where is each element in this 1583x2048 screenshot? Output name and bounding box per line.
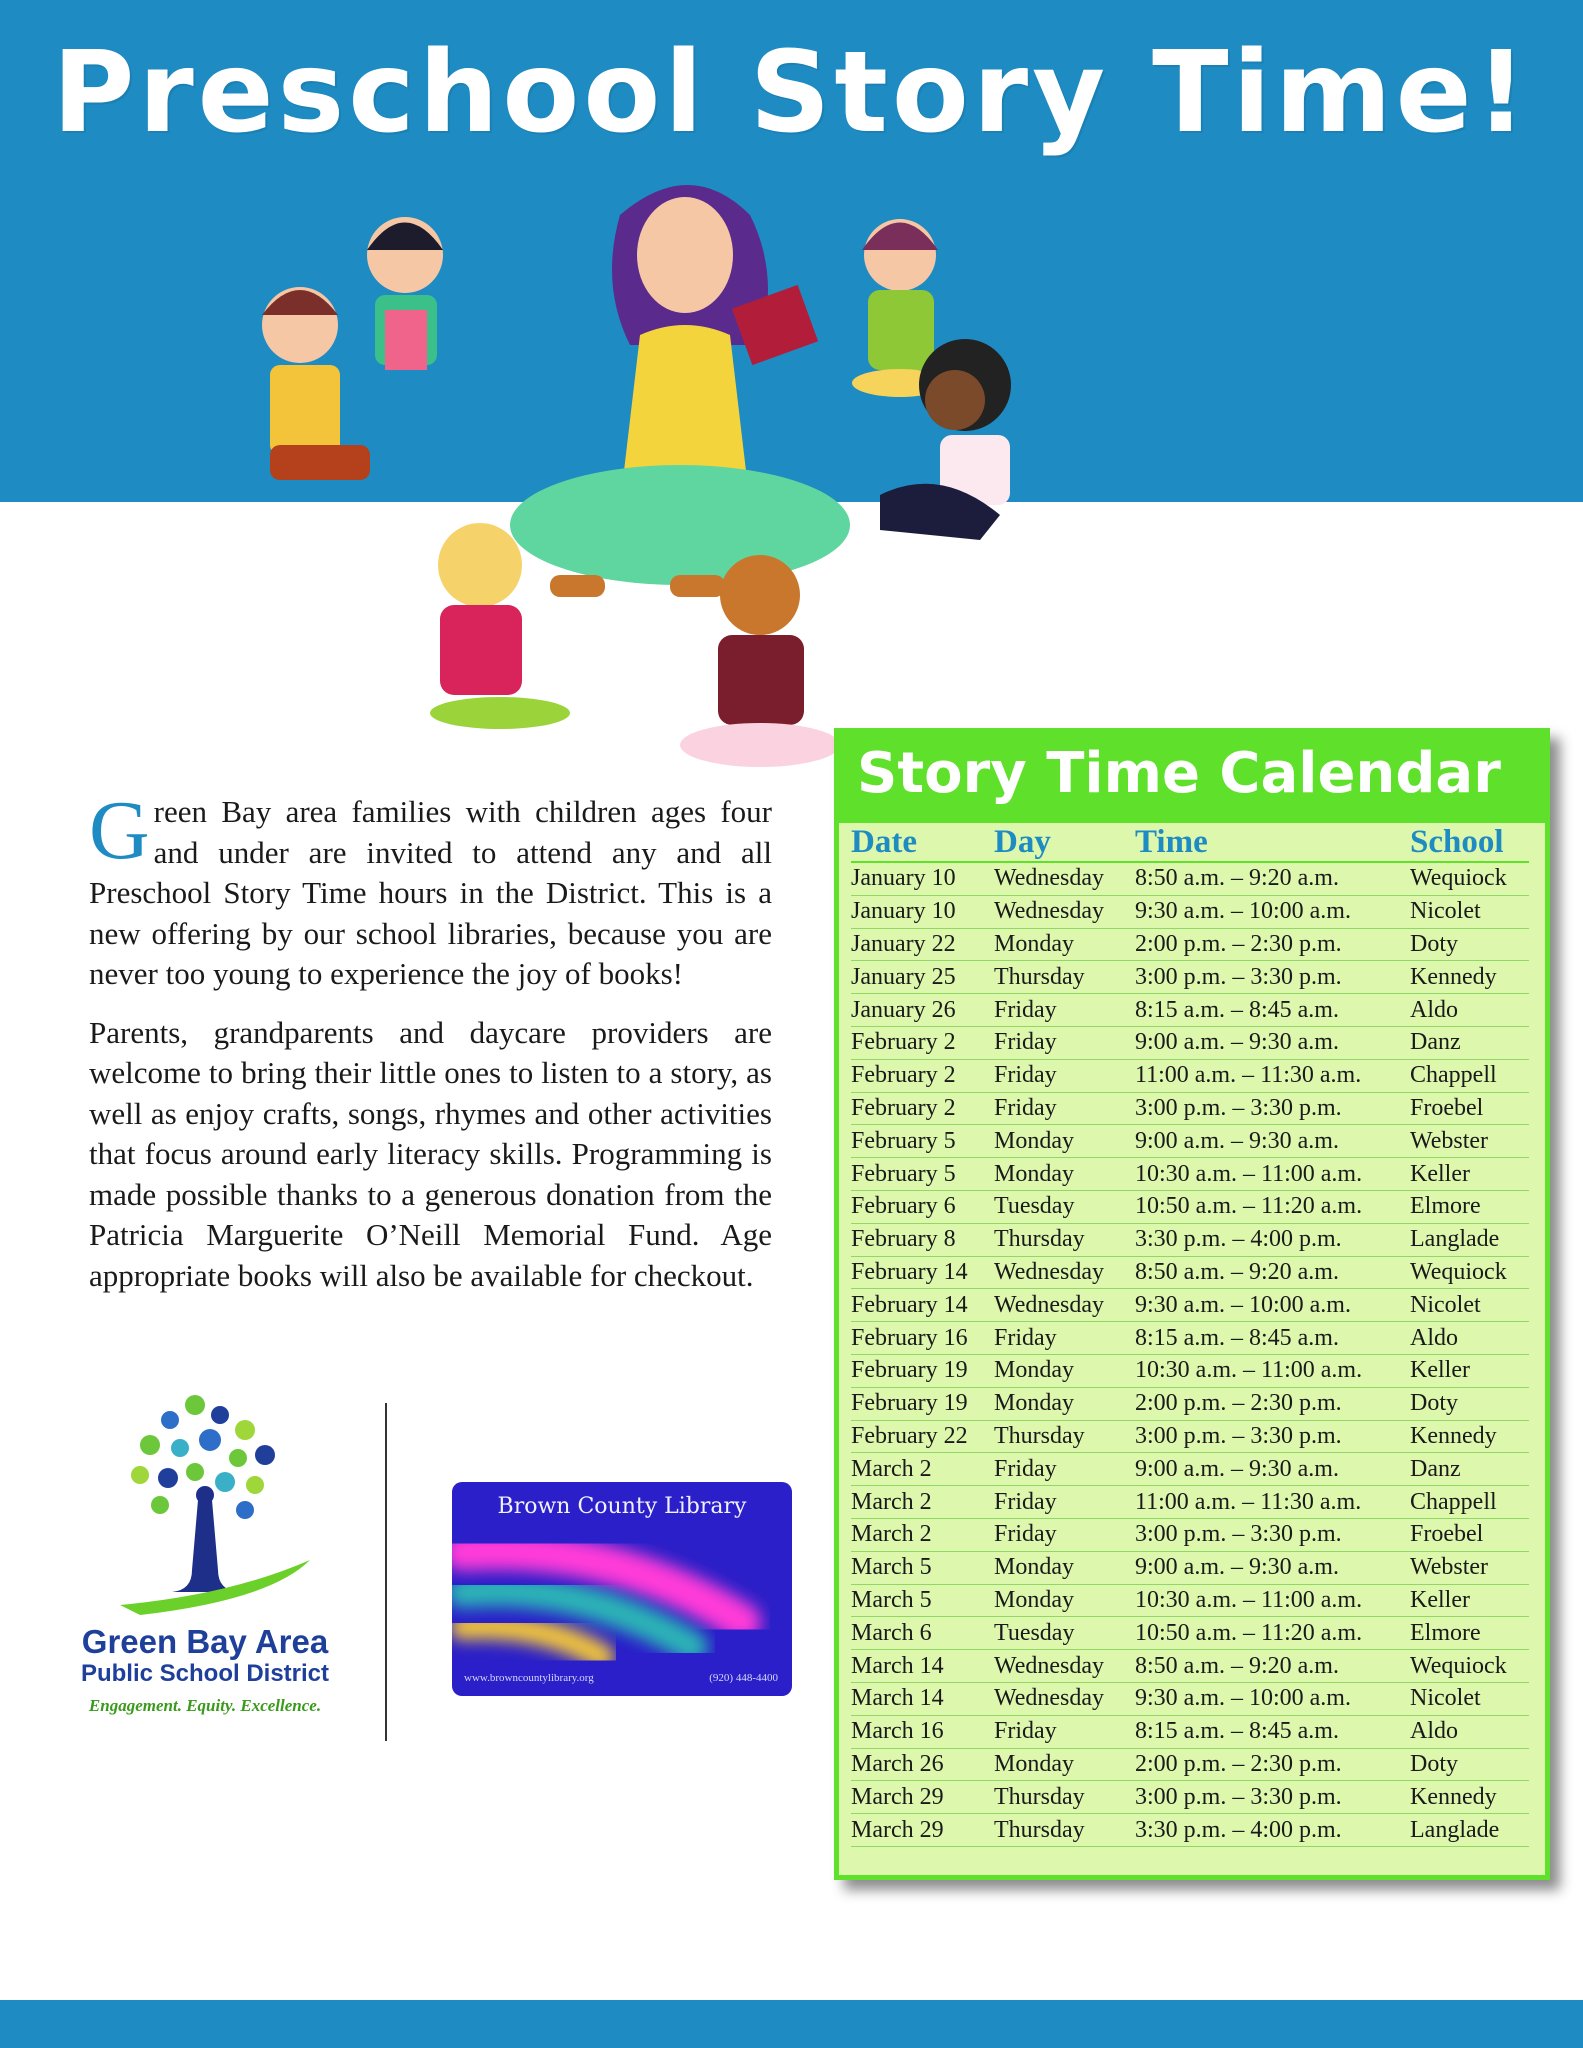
table-row: [851, 1059, 1529, 1092]
table-row: [851, 1682, 1529, 1715]
cell-date: January 10: [851, 862, 994, 895]
logo-divider: [385, 1403, 387, 1741]
cell-day: Friday: [994, 1715, 1135, 1748]
cell-school: Kennedy: [1410, 1781, 1529, 1814]
cell-school: Webster: [1410, 1125, 1529, 1158]
table-row: [851, 994, 1529, 1027]
cell-date: March 29: [851, 1814, 994, 1847]
cell-date: March 26: [851, 1748, 994, 1781]
footer-band: [0, 2000, 1583, 2048]
cell-day: Monday: [994, 1354, 1135, 1387]
table-row: [851, 1354, 1529, 1387]
cell-time: 3:30 p.m. – 4:00 p.m.: [1135, 1814, 1410, 1847]
cell-day: Friday: [994, 1453, 1135, 1486]
cell-time: 10:30 a.m. – 11:00 a.m.: [1135, 1584, 1410, 1617]
cell-time: 2:00 p.m. – 2:30 p.m.: [1135, 1387, 1410, 1420]
table-row: [851, 1125, 1529, 1158]
cell-time: 9:00 a.m. – 9:30 a.m.: [1135, 1453, 1410, 1486]
table-row: [851, 1814, 1529, 1847]
table-row: [851, 1781, 1529, 1814]
cell-date: February 2: [851, 1092, 994, 1125]
cell-date: January 26: [851, 994, 994, 1027]
cell-school: Aldo: [1410, 1715, 1529, 1748]
library-card-phone: (920) 448-4400: [709, 1672, 778, 1684]
cell-time: 9:00 a.m. – 9:30 a.m.: [1135, 1026, 1410, 1059]
cell-time: 9:00 a.m. – 9:30 a.m.: [1135, 1551, 1410, 1584]
column-header-date: Date: [851, 823, 994, 862]
cell-day: Wednesday: [994, 1256, 1135, 1289]
cell-school: Aldo: [1410, 1322, 1529, 1355]
cell-time: 8:15 a.m. – 8:45 a.m.: [1135, 1715, 1410, 1748]
cell-school: Doty: [1410, 928, 1529, 961]
table-row: [851, 961, 1529, 994]
story-time-illustration: [240, 145, 1120, 795]
cell-day: Thursday: [994, 961, 1135, 994]
cell-date: March 14: [851, 1682, 994, 1715]
table-row: [851, 1420, 1529, 1453]
cell-time: 3:00 p.m. – 3:30 p.m.: [1135, 1420, 1410, 1453]
table-row: [851, 1223, 1529, 1256]
cell-day: Thursday: [994, 1420, 1135, 1453]
cell-day: Wednesday: [994, 1650, 1135, 1683]
cell-date: February 8: [851, 1223, 994, 1256]
calendar-header-row: [851, 823, 1529, 862]
cell-time: 8:15 a.m. – 8:45 a.m.: [1135, 994, 1410, 1027]
cell-school: Nicolet: [1410, 1682, 1529, 1715]
child-figure: [262, 287, 370, 480]
cell-date: February 22: [851, 1420, 994, 1453]
column-header-school: School: [1410, 823, 1529, 862]
cell-day: Friday: [994, 1486, 1135, 1519]
table-row: [851, 1453, 1529, 1486]
cell-school: Keller: [1410, 1354, 1529, 1387]
table-row: [851, 1289, 1529, 1322]
cell-school: Doty: [1410, 1387, 1529, 1420]
cell-date: January 25: [851, 961, 994, 994]
cell-day: Friday: [994, 1026, 1135, 1059]
cell-time: 11:00 a.m. – 11:30 a.m.: [1135, 1059, 1410, 1092]
cell-school: Nicolet: [1410, 1289, 1529, 1322]
cell-date: February 16: [851, 1322, 994, 1355]
cell-date: March 5: [851, 1584, 994, 1617]
cell-time: 8:50 a.m. – 9:20 a.m.: [1135, 1650, 1410, 1683]
cell-day: Monday: [994, 1158, 1135, 1191]
page-title: Preschool Story Time!: [52, 28, 1531, 158]
library-card: [452, 1482, 792, 1696]
cell-time: 10:30 a.m. – 11:00 a.m.: [1135, 1158, 1410, 1191]
cell-school: Wequiock: [1410, 1650, 1529, 1683]
library-card-url: www.browncountylibrary.org: [464, 1672, 594, 1684]
cell-date: January 22: [851, 928, 994, 961]
cell-school: Danz: [1410, 1026, 1529, 1059]
calendar-table: [851, 823, 1529, 1847]
table-row: [851, 862, 1529, 895]
cell-time: 8:50 a.m. – 9:20 a.m.: [1135, 862, 1410, 895]
table-row: [851, 1518, 1529, 1551]
district-tagline: Engagement. Equity. Excellence.: [88, 1696, 322, 1715]
cell-day: Wednesday: [994, 1289, 1135, 1322]
table-row: [851, 1748, 1529, 1781]
cell-day: Thursday: [994, 1223, 1135, 1256]
cell-date: March 2: [851, 1518, 994, 1551]
calendar-title: Story Time Calendar: [857, 741, 1501, 806]
cell-day: Monday: [994, 1748, 1135, 1781]
cell-date: March 2: [851, 1453, 994, 1486]
cell-day: Tuesday: [994, 1617, 1135, 1650]
cell-school: Elmore: [1410, 1617, 1529, 1650]
child-figure: [367, 217, 443, 370]
cell-date: February 5: [851, 1125, 994, 1158]
table-row: [851, 1551, 1529, 1584]
cell-school: Webster: [1410, 1551, 1529, 1584]
cell-time: 10:50 a.m. – 11:20 a.m.: [1135, 1617, 1410, 1650]
cell-school: Wequiock: [1410, 862, 1529, 895]
cell-time: 9:30 a.m. – 10:00 a.m.: [1135, 895, 1410, 928]
cell-day: Monday: [994, 1551, 1135, 1584]
cell-school: Kennedy: [1410, 961, 1529, 994]
cell-date: March 16: [851, 1715, 994, 1748]
table-row: [851, 1190, 1529, 1223]
cell-date: February 14: [851, 1256, 994, 1289]
table-row: [851, 1584, 1529, 1617]
cell-day: Tuesday: [994, 1190, 1135, 1223]
table-row: [851, 1617, 1529, 1650]
cell-time: 3:00 p.m. – 3:30 p.m.: [1135, 961, 1410, 994]
cell-school: Danz: [1410, 1453, 1529, 1486]
cell-date: March 6: [851, 1617, 994, 1650]
table-row: [851, 1650, 1529, 1683]
cell-day: Friday: [994, 1518, 1135, 1551]
cell-day: Monday: [994, 1125, 1135, 1158]
cell-date: February 2: [851, 1026, 994, 1059]
cell-time: 3:00 p.m. – 3:30 p.m.: [1135, 1092, 1410, 1125]
library-card-title: Brown County Library: [497, 1494, 747, 1519]
cell-day: Friday: [994, 1059, 1135, 1092]
cell-day: Wednesday: [994, 862, 1135, 895]
cell-date: February 5: [851, 1158, 994, 1191]
table-row: [851, 1322, 1529, 1355]
cell-day: Monday: [994, 1584, 1135, 1617]
cell-time: 3:30 p.m. – 4:00 p.m.: [1135, 1223, 1410, 1256]
cell-date: March 5: [851, 1551, 994, 1584]
column-header-day: Day: [994, 823, 1135, 862]
calendar-body: [851, 862, 1529, 1846]
cell-day: Friday: [994, 1322, 1135, 1355]
cell-date: February 19: [851, 1354, 994, 1387]
cell-time: 10:50 a.m. – 11:20 a.m.: [1135, 1190, 1410, 1223]
cell-school: Chappell: [1410, 1059, 1529, 1092]
cell-day: Thursday: [994, 1781, 1135, 1814]
cell-time: 11:00 a.m. – 11:30 a.m.: [1135, 1486, 1410, 1519]
cell-day: Friday: [994, 994, 1135, 1027]
cell-date: March 14: [851, 1650, 994, 1683]
cell-time: 9:00 a.m. – 9:30 a.m.: [1135, 1125, 1410, 1158]
cell-school: Froebel: [1410, 1092, 1529, 1125]
district-logo: [60, 1370, 350, 1720]
cell-school: Doty: [1410, 1748, 1529, 1781]
cell-school: Froebel: [1410, 1518, 1529, 1551]
cell-date: March 2: [851, 1486, 994, 1519]
cell-day: Monday: [994, 928, 1135, 961]
district-name: Green Bay Area: [81, 1623, 329, 1660]
cell-time: 3:00 p.m. – 3:30 p.m.: [1135, 1781, 1410, 1814]
cell-date: March 29: [851, 1781, 994, 1814]
cell-school: Wequiock: [1410, 1256, 1529, 1289]
cell-date: February 2: [851, 1059, 994, 1092]
cell-day: Monday: [994, 1387, 1135, 1420]
table-row: [851, 1387, 1529, 1420]
table-row: [851, 1092, 1529, 1125]
table-row: [851, 1486, 1529, 1519]
cell-time: 2:00 p.m. – 2:30 p.m.: [1135, 1748, 1410, 1781]
cell-day: Friday: [994, 1092, 1135, 1125]
cell-school: Nicolet: [1410, 895, 1529, 928]
cell-time: 8:50 a.m. – 9:20 a.m.: [1135, 1256, 1410, 1289]
cell-time: 9:30 a.m. – 10:00 a.m.: [1135, 1289, 1410, 1322]
cell-day: Thursday: [994, 1814, 1135, 1847]
cell-time: 9:30 a.m. – 10:00 a.m.: [1135, 1682, 1410, 1715]
intro-paragraph-1: Green Bay area families with children ages four and under are invited to attend any and all Preschool Story Time hours in the District. This is a new offering by our school libraries, because you are never too young to experience the joy of books!: [89, 784, 772, 991]
table-row: [851, 1026, 1529, 1059]
cell-school: Langlade: [1410, 1223, 1529, 1256]
table-row: [851, 1256, 1529, 1289]
cell-day: Wednesday: [994, 1682, 1135, 1715]
intro-paragraph-2: Parents, grandparents and daycare providers are welcome to bring their little ones to listen to a story, as well as enjoy crafts, songs, rhymes and other activities that focus around early literacy skills. Programming is made possible thanks to a generous donation from the Patricia Marguerite O’Neill Memorial Fund. Age appropriate books will also be available for checkout.: [89, 1014, 772, 1293]
cell-school: Chappell: [1410, 1486, 1529, 1519]
cell-date: February 6: [851, 1190, 994, 1223]
column-header-time: Time: [1135, 823, 1410, 862]
story-time-calendar: [834, 728, 1550, 1880]
cell-time: 8:15 a.m. – 8:45 a.m.: [1135, 1322, 1410, 1355]
cell-date: January 10: [851, 895, 994, 928]
cell-school: Elmore: [1410, 1190, 1529, 1223]
district-subname: Public School District: [80, 1660, 330, 1687]
cell-time: 3:00 p.m. – 3:30 p.m.: [1135, 1518, 1410, 1551]
drop-cap: G: [89, 784, 150, 877]
cell-school: Keller: [1410, 1158, 1529, 1191]
cell-date: February 14: [851, 1289, 994, 1322]
tree-icon: [60, 1370, 350, 1620]
cell-school: Langlade: [1410, 1814, 1529, 1847]
table-row: [851, 1158, 1529, 1191]
cell-time: 10:30 a.m. – 11:00 a.m.: [1135, 1354, 1410, 1387]
cell-day: Wednesday: [994, 895, 1135, 928]
cell-school: Kennedy: [1410, 1420, 1529, 1453]
cell-date: February 19: [851, 1387, 994, 1420]
cell-school: Aldo: [1410, 994, 1529, 1027]
table-row: [851, 895, 1529, 928]
cell-time: 2:00 p.m. – 2:30 p.m.: [1135, 928, 1410, 961]
teacher-figure: [510, 185, 850, 597]
intro-text: [89, 784, 772, 1314]
table-row: [851, 1715, 1529, 1748]
table-row: [851, 928, 1529, 961]
cell-school: Keller: [1410, 1584, 1529, 1617]
